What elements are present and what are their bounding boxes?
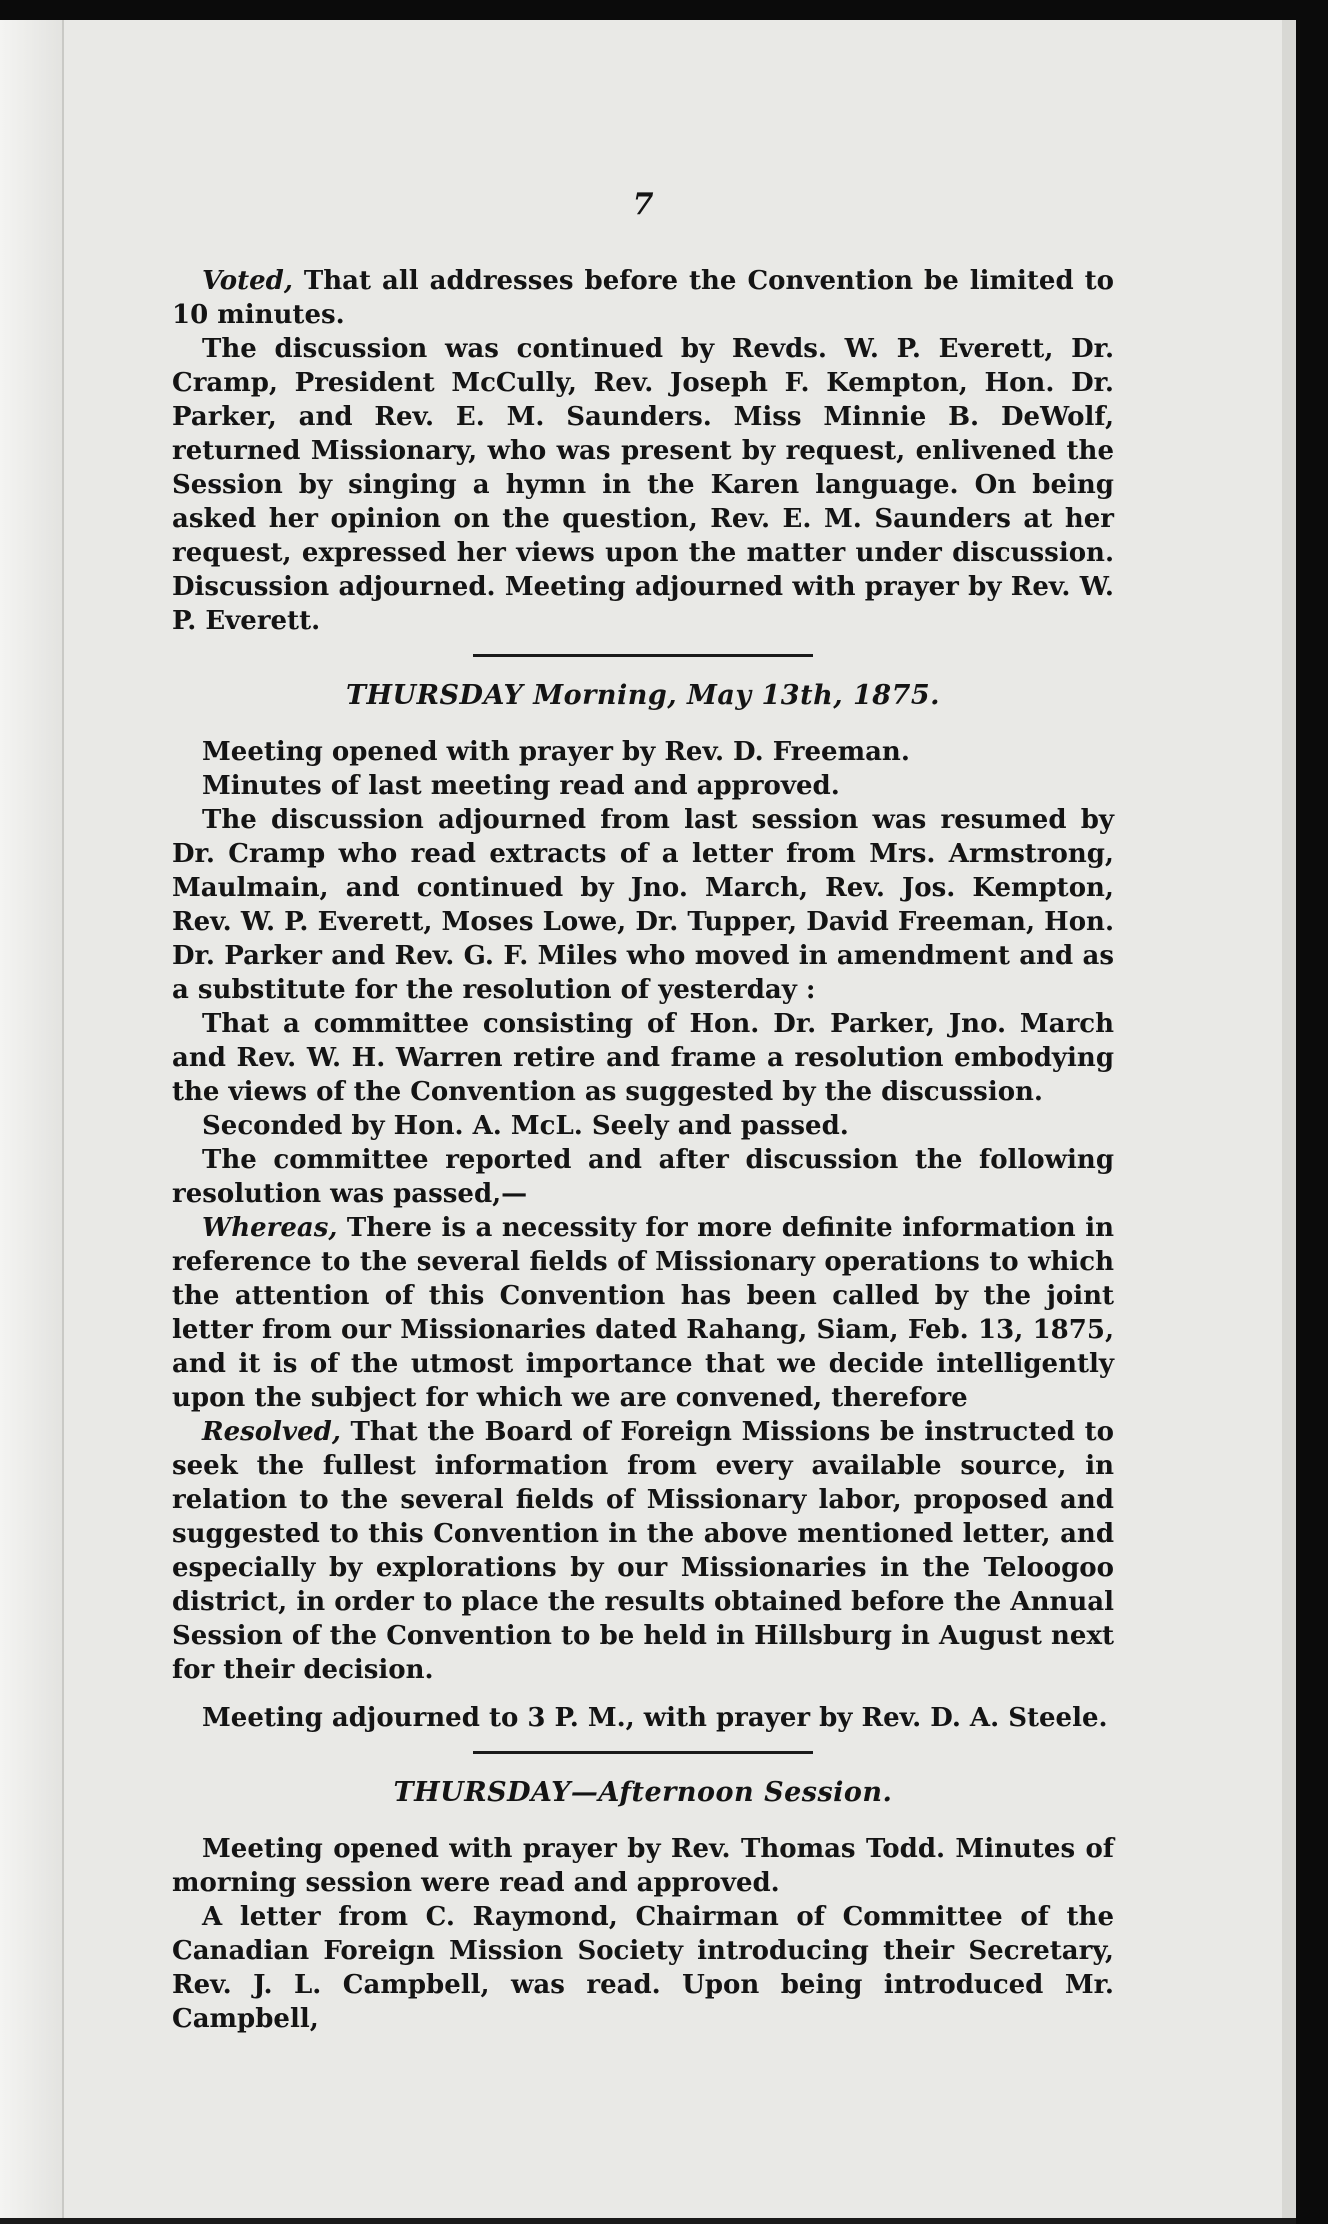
paragraph <box>172 1900 1114 2036</box>
page-edge <box>1282 20 1296 2224</box>
paragraph-text: Seconded by Hon. A. McL. Seely and passed. <box>202 1111 849 1141</box>
paragraph-text: Meeting opened with prayer by Rev. D. Freeman. <box>202 737 910 767</box>
paragraph-lead: Resolved, <box>202 1417 341 1447</box>
paragraph-text: The committee reported and after discussion the following resolution was passed,— <box>172 1145 1114 1209</box>
scan-border-bottom <box>0 2218 1296 2224</box>
paragraph-text: A letter from C. Raymond, Chairman of Committee of the Canadian Foreign Mission Society introducing their Secretary, Rev. J. L. Campbell, was read. Upon being introduced Mr. Campbell, <box>172 1902 1114 2034</box>
paragraph-text: That the Board of Foreign Missions be instructed to seek the fullest information from every available source, in relation to the several fields of Missionary labor, proposed and suggested to this Convention in the above mentioned letter, and especially by explorations by our Missionaries in the Teloogoo district, in order to place the results obtained before the Annual Session of the Convention to be held in Hillsburg in August next for their decision. <box>172 1417 1114 1685</box>
paragraph <box>172 1143 1114 1211</box>
section-heading: THURSDAY Morning, May 13th, 1875. <box>345 680 941 711</box>
paragraph-resolved <box>172 1415 1114 1687</box>
spacer <box>172 1687 1114 1701</box>
paragraph-text: Meeting opened with prayer by Rev. Thomas Todd. Minutes of morning session were read and approved. <box>172 1834 1114 1898</box>
paragraph-adjourned <box>172 1701 1114 1735</box>
paragraph-text: Meeting adjourned to 3 P. M., with prayer by Rev. D. A. Steele. <box>202 1703 1108 1733</box>
section-thursday-morning <box>172 679 1114 1735</box>
paragraph-text: That all addresses before the Convention be limited to 10 minutes. <box>172 266 1114 330</box>
paragraph-voted <box>172 264 1114 332</box>
paragraph <box>172 735 1114 769</box>
paragraph-text: That a committee consisting of Hon. Dr. Parker, Jno. March and Rev. W. H. Warren retire and frame a resolution embodying the views of the Convention as suggested by the discussion. <box>172 1009 1114 1107</box>
paragraph-lead: Voted, <box>202 266 293 296</box>
section-thursday-afternoon <box>172 1776 1114 2036</box>
paragraph <box>172 769 1114 803</box>
paragraph-lead: Whereas, <box>202 1213 338 1243</box>
paragraph <box>172 803 1114 1007</box>
section-wednesday-continued <box>172 264 1114 638</box>
paragraph-text: There is a necessity for more definite information in reference to the several fields of Missionary operations to which the attention of this Convention has been called by the joint letter from our Missionaries dated Rahang, Siam, Feb. 13, 1875, and it is of the utmost importance that we decide intelligently upon the subject for which we are convened, therefore <box>172 1213 1114 1413</box>
paragraph-discussion <box>172 332 1114 638</box>
section-divider <box>473 1751 813 1754</box>
paragraph-text: The discussion adjourned from last session was resumed by Dr. Cramp who read extracts of a letter from Mrs. Armstrong, Maulmain, and continued by Jno. March, Rev. Jos. Kempton, Rev. W. P. Everett, Moses Lowe, Dr. Tupper, David Freeman, Hon. Dr. Parker and Rev. G. F. Miles who moved in amendment and as a substitute for the resolution of yesterday : <box>172 805 1114 1005</box>
paragraph-text: Minutes of last meeting read and approved. <box>202 771 840 801</box>
page-content <box>172 40 1114 2036</box>
paragraph-text: The discussion was continued by Revds. W. P. Everett, Dr. Cramp, President McCully, Rev. Joseph F. Kempton, Hon. Dr. Parker, and Rev. E. M. Saunders. Miss Minnie B. DeWolf, returned Missionary, who was present by request, enlivened the Session by singing a hymn in the Karen language. On being asked her opinion on the question, Rev. E. M. Saunders at her request, expressed her views upon the matter under discussion. Discussion adjourned. Meeting adjourned with prayer by Rev. W. P. Everett. <box>172 334 1114 636</box>
paragraph <box>172 1832 1114 1900</box>
document-page <box>0 20 1296 2224</box>
section-heading: THURSDAY—Afternoon Session. <box>393 1777 893 1808</box>
paragraph <box>172 1007 1114 1109</box>
section-divider <box>473 654 813 657</box>
scan-border-right <box>1296 0 1328 2224</box>
page-gutter <box>0 20 64 2224</box>
paragraph <box>172 1109 1114 1143</box>
paragraph-whereas <box>172 1211 1114 1415</box>
page-number: 7 <box>632 187 654 222</box>
